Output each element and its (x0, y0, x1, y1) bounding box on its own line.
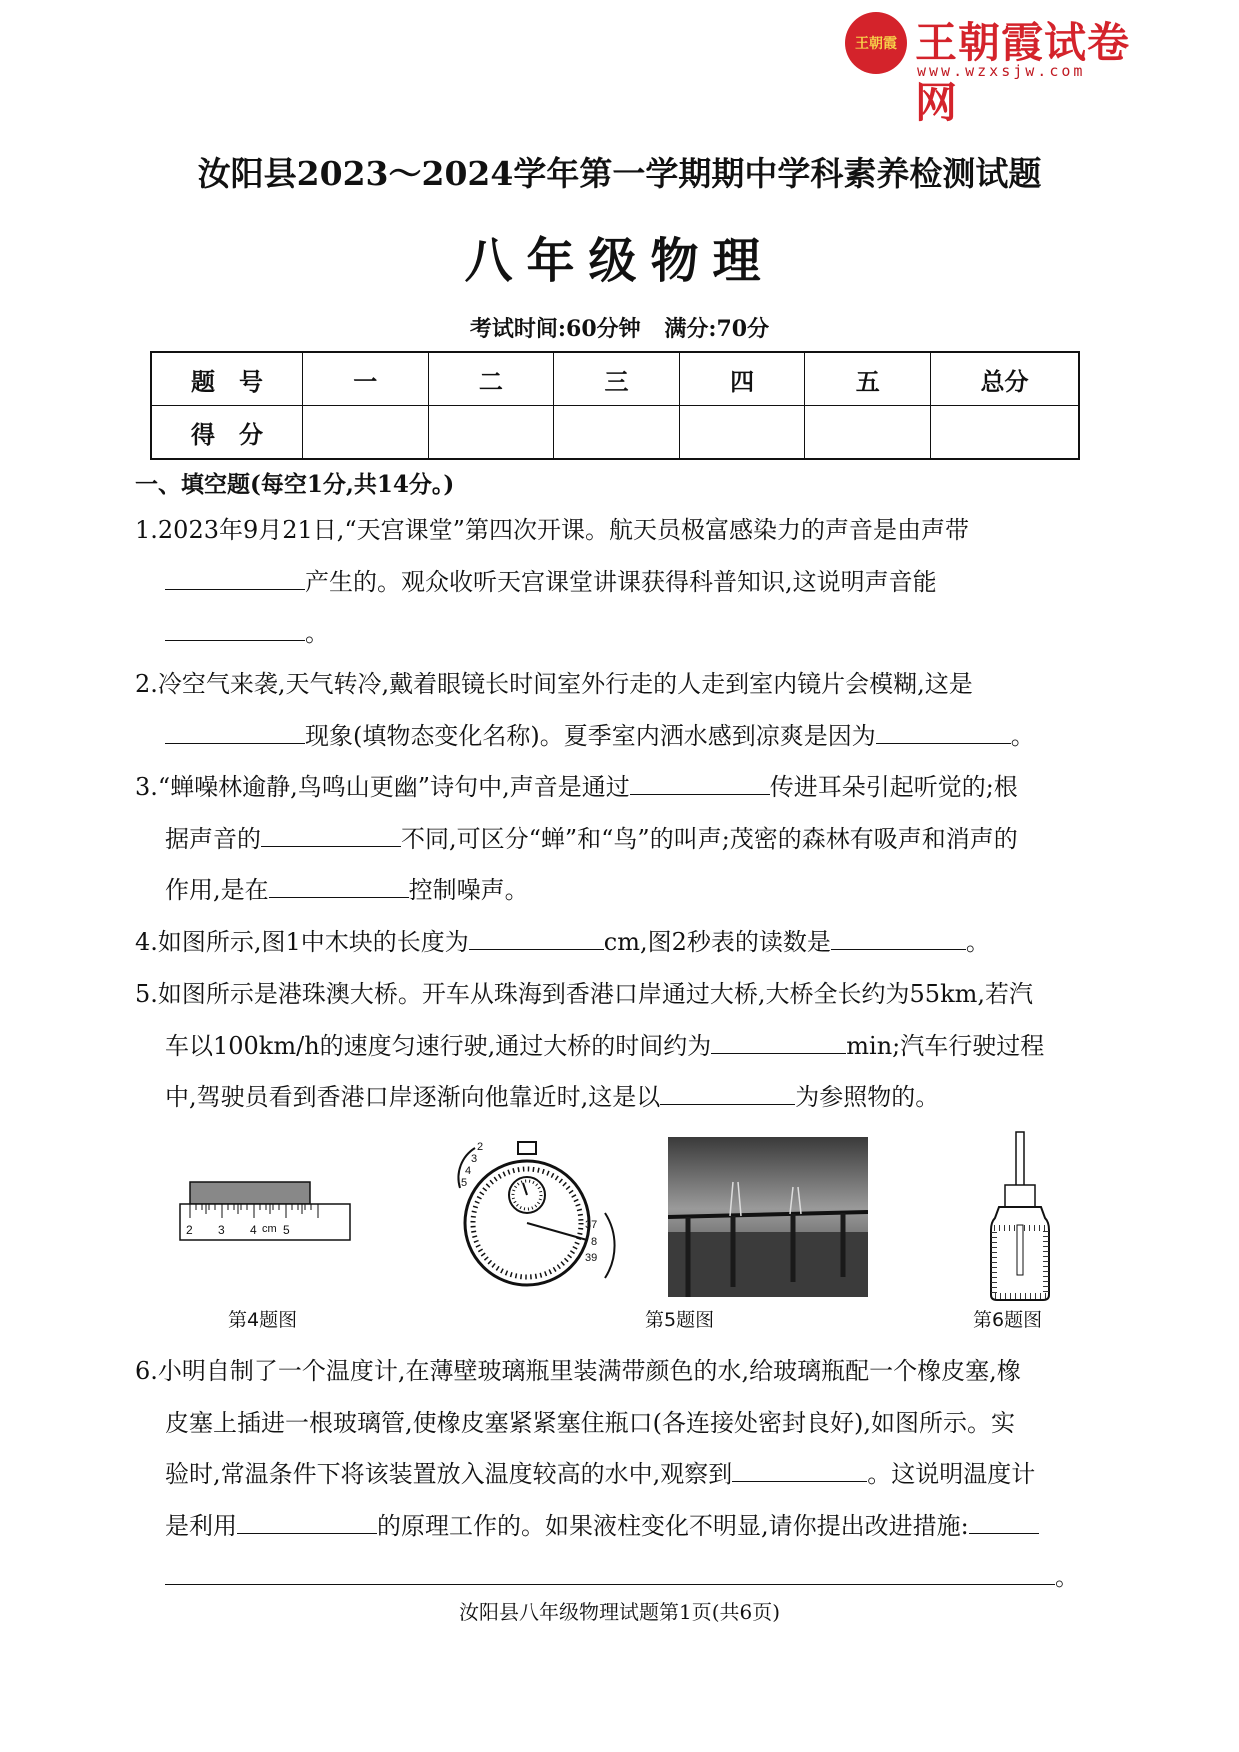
score-cell[interactable] (931, 406, 1080, 460)
q-line (135, 557, 1095, 609)
score-cell[interactable] (679, 406, 805, 460)
logo (845, 10, 1165, 127)
section-heading: 一、填空题(每空1分,共14分。) (135, 471, 455, 498)
cell-header: 五 (805, 352, 931, 406)
dial-label: 3 (471, 1153, 478, 1165)
ruler-figure (175, 1180, 355, 1250)
q-text: 为参照物的。 (795, 1083, 940, 1111)
q-text: 验时,常温条件下将该装置放入温度较高的水中,观察到 (165, 1460, 733, 1488)
score-table-score-row (151, 406, 1079, 460)
crown-icon (518, 1142, 536, 1154)
score-cell[interactable] (303, 406, 429, 460)
q-line (135, 814, 1095, 866)
answer-blank[interactable] (831, 927, 966, 950)
subject-title: 八年级物理 (464, 233, 775, 289)
q-text: 。这说明温度计 (867, 1460, 1036, 1488)
exam-meta (0, 312, 1239, 343)
cell-header: 二 (428, 352, 554, 406)
q-text: 车以100km/h的速度匀速行驶,通过大桥的时间约为 (165, 1031, 712, 1060)
q-line: 5.如图所示是港珠澳大桥。开车从珠海到香港口岸通过大桥,大桥全长约为55km,若汽 (135, 980, 1033, 1008)
answer-blank[interactable] (165, 1562, 1055, 1585)
full-score: 满分:70分 (664, 316, 770, 342)
q-text: 中,驾驶员看到香港口岸逐渐向他靠近时,这是以 (165, 1083, 661, 1111)
dial-label: 8 (591, 1236, 598, 1248)
sea (668, 1232, 868, 1297)
dial-label: 4 (465, 1165, 472, 1177)
score-cell[interactable] (805, 406, 931, 460)
cell-label: 题 号 (151, 352, 303, 406)
score-cell[interactable] (428, 406, 554, 460)
q-line: 2.冷空气来袭,天气转冷,戴着眼镜长时间室外行走的人走到室内镜片会模糊,这是 (135, 670, 973, 698)
q-text: 传进耳朵引起听觉的;根 (769, 773, 1018, 801)
logo-brand: 王朝霞试卷网 (915, 18, 1131, 127)
q-line: 1.2023年9月21日,“天宫课堂”第四次开课。航天员极富感染力的声音是由声带 (135, 516, 969, 544)
cell-header: 三 (554, 352, 680, 406)
answer-blank[interactable] (165, 618, 305, 641)
q-line (135, 1021, 1095, 1073)
dial-label: 37 (585, 1219, 598, 1231)
q-line (135, 1449, 1095, 1501)
cell-header: 四 (679, 352, 805, 406)
logo-url: www.wzxsjw.com (917, 62, 1086, 80)
question-2 (135, 659, 1095, 762)
q-line (135, 608, 1095, 660)
dial-label: 5 (461, 1177, 468, 1189)
figure-caption: 第4题图 (228, 1309, 298, 1331)
question-3 (135, 762, 1095, 917)
score-cell[interactable] (554, 406, 680, 460)
answer-blank[interactable] (261, 824, 401, 847)
q-text: 产生的。观众收听天宫课堂讲课获得科普知识,这说明声音能 (305, 567, 937, 596)
answer-blank[interactable] (660, 1082, 795, 1105)
q-text: 现象(填物态变化名称)。夏季室内洒水感到凉爽是因为 (305, 721, 876, 750)
q-text: min;汽车行驶过程 (846, 1031, 1045, 1060)
q-text: 4.如图所示,图1中木块的长度为 (135, 928, 469, 956)
q-text: 是利用 (165, 1511, 237, 1540)
q-line: 皮塞上插进一根玻璃管,使橡皮塞紧紧塞住瓶口(各连接处密封良好),如图所示。实 (165, 1408, 1015, 1437)
q-line (135, 711, 1095, 763)
answer-blank[interactable] (469, 927, 604, 950)
q-text: 。 (1055, 1563, 1079, 1591)
tick-label: 4 (250, 1223, 257, 1237)
cell-header: 总分 (931, 352, 1080, 406)
q-text: 。 (305, 619, 329, 647)
q-text: 。 (1010, 721, 1035, 750)
answer-blank[interactable] (630, 772, 770, 795)
zoom-dial-arc (605, 1213, 615, 1278)
exam-time: 考试时间:60分钟 (469, 316, 641, 342)
q-line: 6.小明自制了一个温度计,在薄壁玻璃瓶里装满带颜色的水,给玻璃瓶配一个橡皮塞,橡 (135, 1357, 1021, 1385)
logo-seal: 王朝霞 (845, 12, 907, 74)
dial-label: 2 (477, 1141, 484, 1153)
answer-blank[interactable] (711, 1031, 846, 1054)
tick-label: 2 (186, 1223, 193, 1237)
exam-title: 汝阳县2023～2024学年第一学期期中学科素养检测试题 (197, 154, 1042, 193)
q-text: 的原理工作的。如果液柱变化不明显,请你提出改进措施: (377, 1511, 969, 1540)
question-4 (135, 917, 1095, 969)
cell-label: 得 分 (151, 406, 303, 460)
rubber-stopper (1005, 1185, 1035, 1207)
q-line (135, 1501, 1095, 1553)
answer-blank[interactable] (237, 1511, 377, 1534)
q-text: 。 (965, 928, 990, 956)
tube-in-water (1017, 1225, 1023, 1275)
q-text: cm,图2秒表的读数是 (603, 928, 831, 956)
question-6 (135, 1346, 1095, 1604)
answer-blank[interactable] (732, 1459, 867, 1482)
q-text: 作用,是在 (165, 876, 269, 904)
q-line (135, 1072, 1095, 1124)
q-text: 不同,可区分“蝉”和“鸟”的叫声;茂密的森林有吸声和消声的 (401, 824, 1018, 853)
q-text: 3.“蝉噪林逾静,鸟鸣山更幽”诗句中,声音是通过 (135, 773, 630, 801)
wood-block (190, 1182, 310, 1204)
q-line (135, 917, 1095, 969)
bottle-figure (985, 1130, 1055, 1305)
answer-blank[interactable] (876, 721, 1011, 744)
score-table-header-row (151, 352, 1079, 406)
stopwatch-figure (455, 1128, 635, 1303)
dial-label: 39 (585, 1252, 598, 1264)
bridge-photo (668, 1137, 868, 1297)
question-1 (135, 505, 1095, 660)
tick-unit: cm (262, 1223, 277, 1235)
tick-label: 3 (218, 1223, 225, 1237)
q-text: 据声音的 (165, 824, 261, 853)
question-5 (135, 969, 1095, 1124)
answer-blank[interactable] (969, 1511, 1039, 1534)
score-table (150, 351, 1080, 460)
answer-blank[interactable] (269, 875, 409, 898)
figure-caption: 第6题图 (973, 1309, 1043, 1331)
cell-header: 一 (303, 352, 429, 406)
tick-label: 5 (283, 1223, 290, 1237)
page-footer: 汝阳县八年级物理试题第1页(共6页) (458, 1600, 781, 1624)
q-line (135, 865, 1095, 917)
q-line (135, 762, 1095, 814)
answer-blank[interactable] (165, 721, 305, 744)
q-text: 控制噪声。 (408, 876, 529, 904)
figure-caption: 第5题图 (645, 1309, 715, 1331)
answer-blank[interactable] (165, 567, 305, 590)
